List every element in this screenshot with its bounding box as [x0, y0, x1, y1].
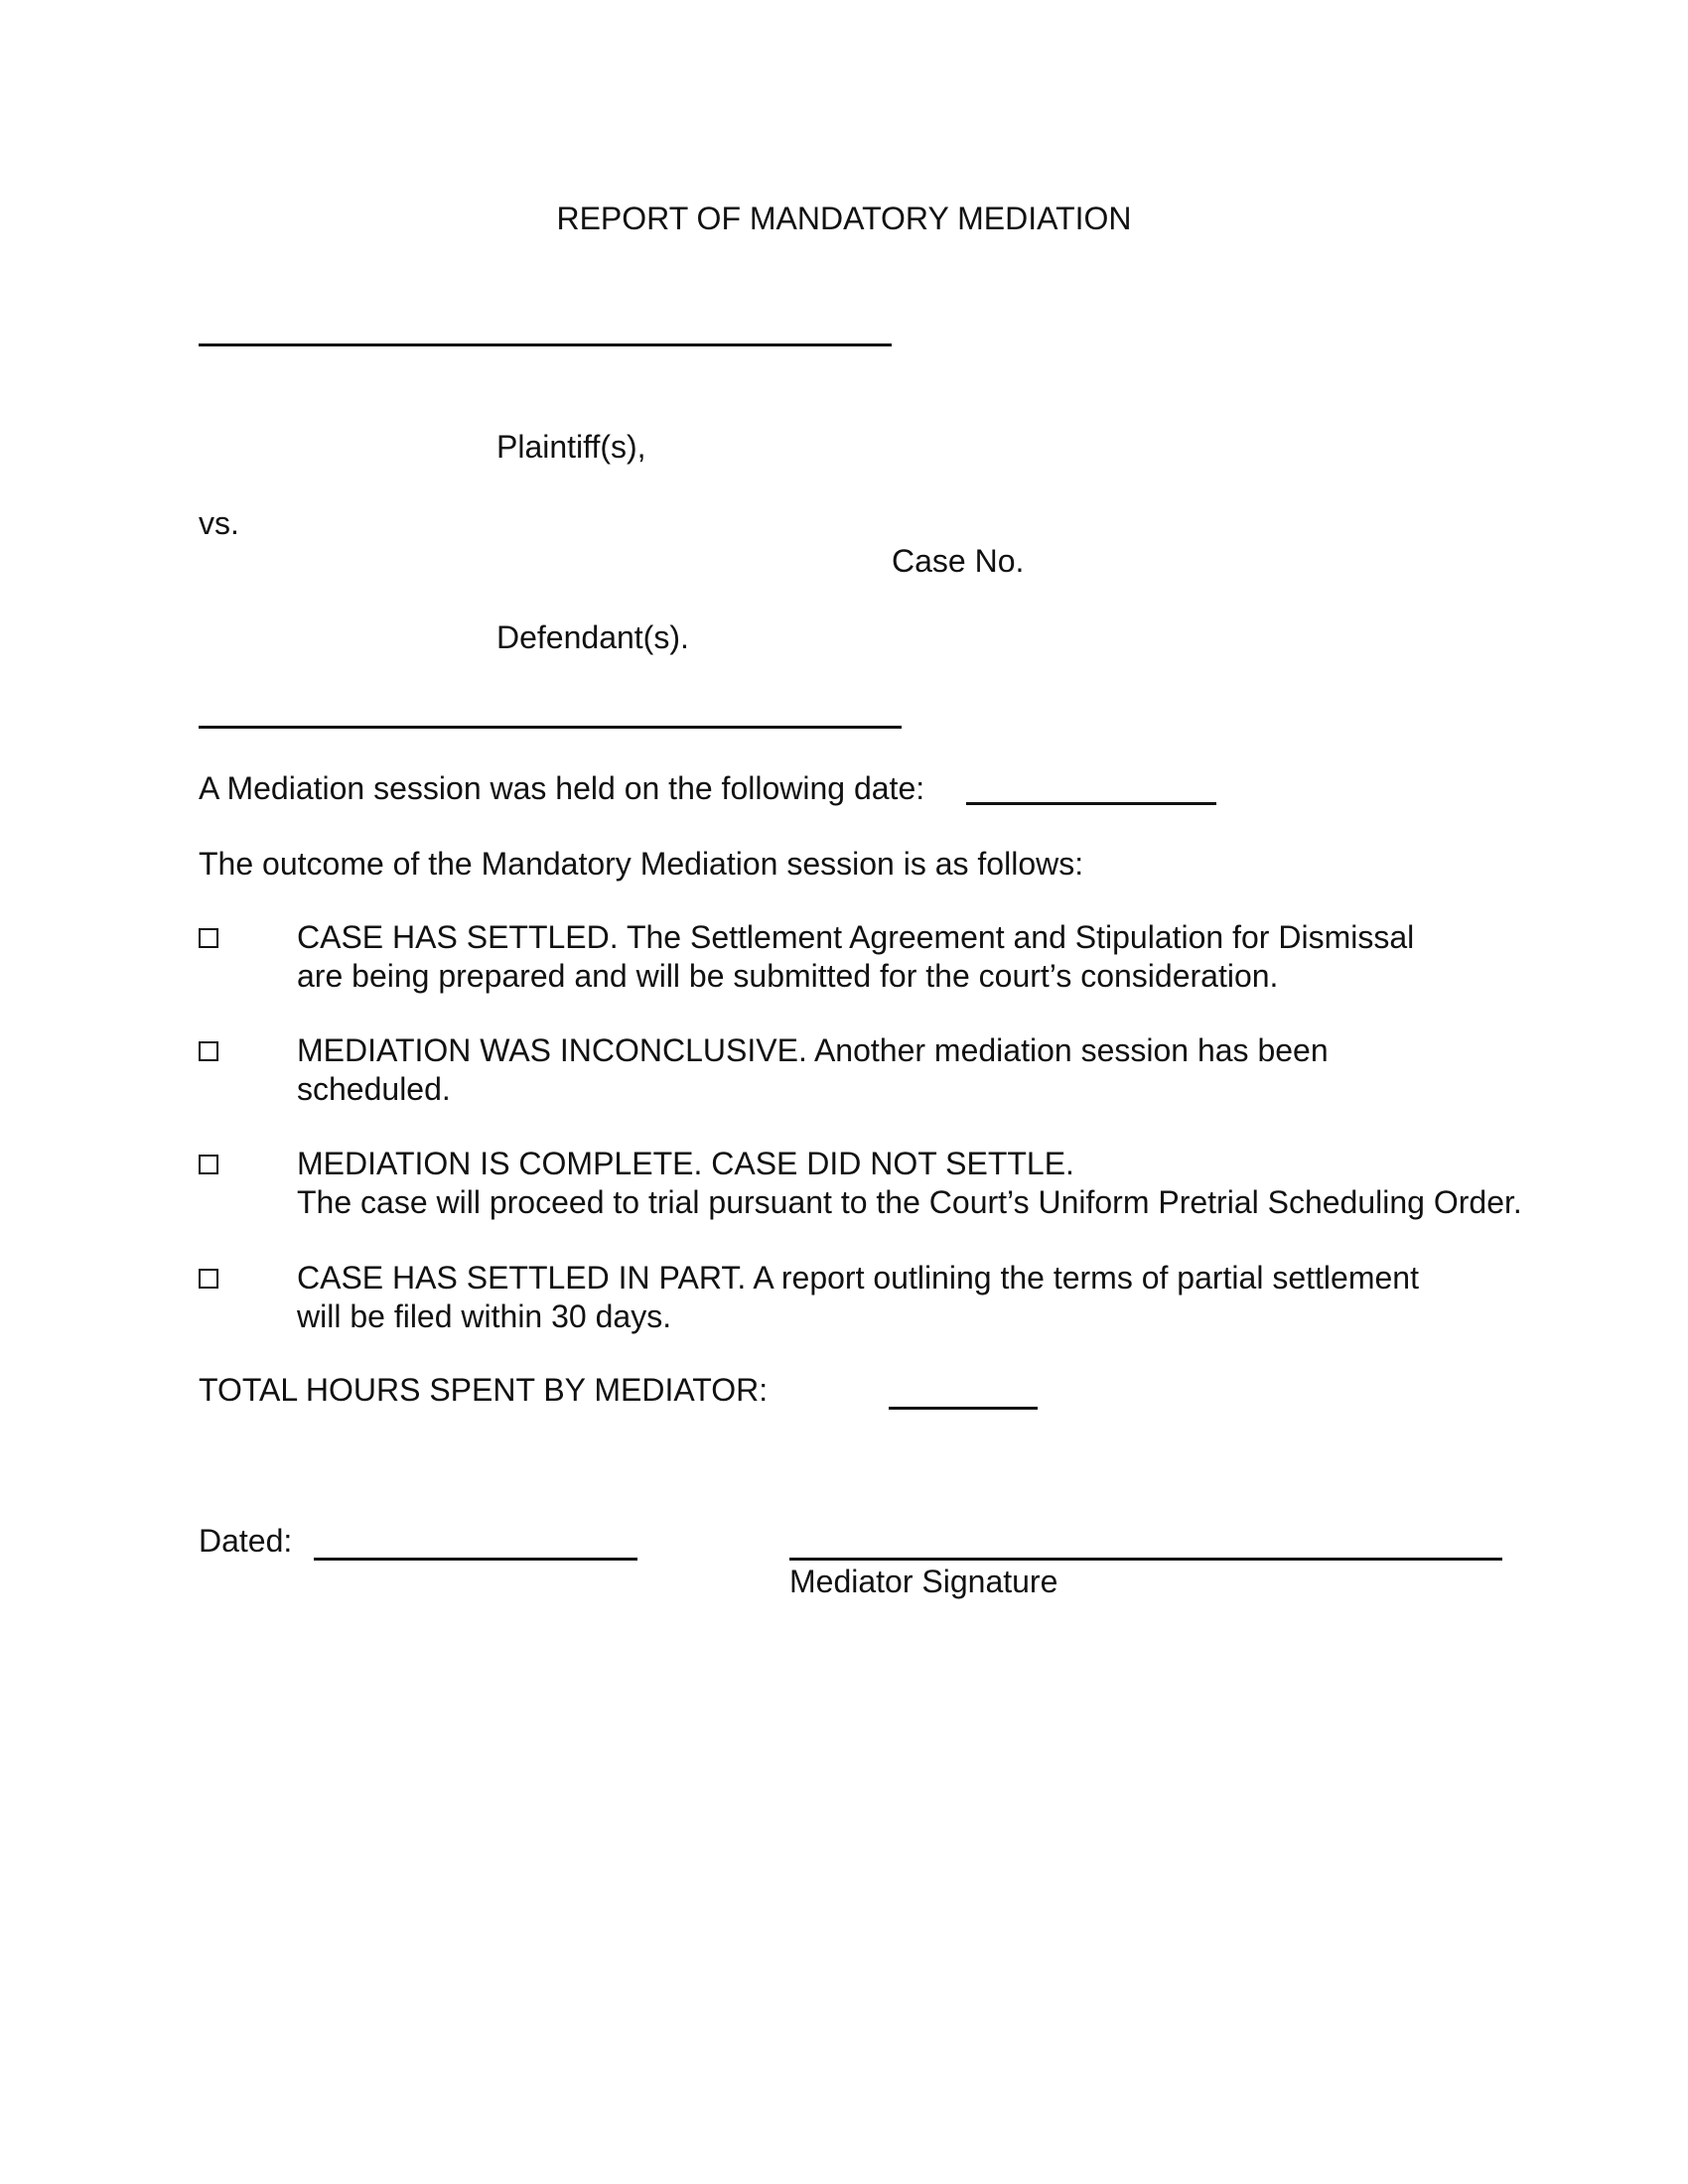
session-date-label: A Mediation session was held on the following date:: [199, 770, 925, 806]
option-settled-in-part-line2: will be filed within 30 days.: [297, 1298, 672, 1334]
option-not-settled-line2: The case will proceed to trial pursuant to the Court’s Uniform Pretrial Scheduling Order.: [297, 1184, 1522, 1220]
option-inconclusive: [297, 1031, 1329, 1109]
option-inconclusive-line2: scheduled.: [297, 1071, 451, 1107]
option-settled-in-part: [297, 1259, 1419, 1336]
total-hours-field[interactable]: [889, 1407, 1038, 1410]
outcome-intro: The outcome of the Mandatory Mediation session is as follows:: [199, 846, 1084, 882]
option-settled-in-part-checkbox[interactable]: [199, 1269, 218, 1289]
option-not-settled-checkbox[interactable]: [199, 1155, 218, 1174]
case-no-label: Case No.: [892, 543, 1025, 579]
option-settled: [297, 918, 1414, 996]
option-not-settled: [297, 1145, 1522, 1222]
session-date-field[interactable]: [966, 802, 1216, 805]
defendant-label: Defendant(s).: [496, 619, 689, 655]
option-not-settled-line1: MEDIATION IS COMPLETE. CASE DID NOT SETTLE.: [297, 1146, 1074, 1181]
page-title: [0, 203, 1688, 234]
option-settled-line2: are being prepared and will be submitted for the court’s consideration.: [297, 958, 1279, 994]
plaintiff-name-line[interactable]: [199, 343, 892, 346]
dated-field[interactable]: [314, 1558, 637, 1561]
dated-label: Dated:: [199, 1523, 293, 1559]
option-inconclusive-checkbox[interactable]: [199, 1041, 218, 1061]
mediator-signature-line[interactable]: [789, 1558, 1502, 1561]
option-settled-in-part-line1: CASE HAS SETTLED IN PART. A report outlining the terms of partial settlement: [297, 1260, 1419, 1296]
plaintiff-label: Plaintiff(s),: [496, 429, 646, 465]
defendant-name-line[interactable]: [199, 726, 902, 729]
total-hours-label: TOTAL HOURS SPENT BY MEDIATOR:: [199, 1372, 769, 1408]
title-text: REPORT OF MANDATORY MEDIATION: [556, 201, 1132, 236]
option-settled-checkbox[interactable]: [199, 928, 218, 948]
session-date-row: [199, 772, 924, 804]
signature-label: Mediator Signature: [789, 1564, 1058, 1599]
option-settled-line1: CASE HAS SETTLED. The Settlement Agreement and Stipulation for Dismissal: [297, 919, 1415, 955]
option-inconclusive-line1: MEDIATION WAS INCONCLUSIVE. Another mediation session has been: [297, 1032, 1329, 1068]
vs-label: vs.: [199, 505, 239, 541]
